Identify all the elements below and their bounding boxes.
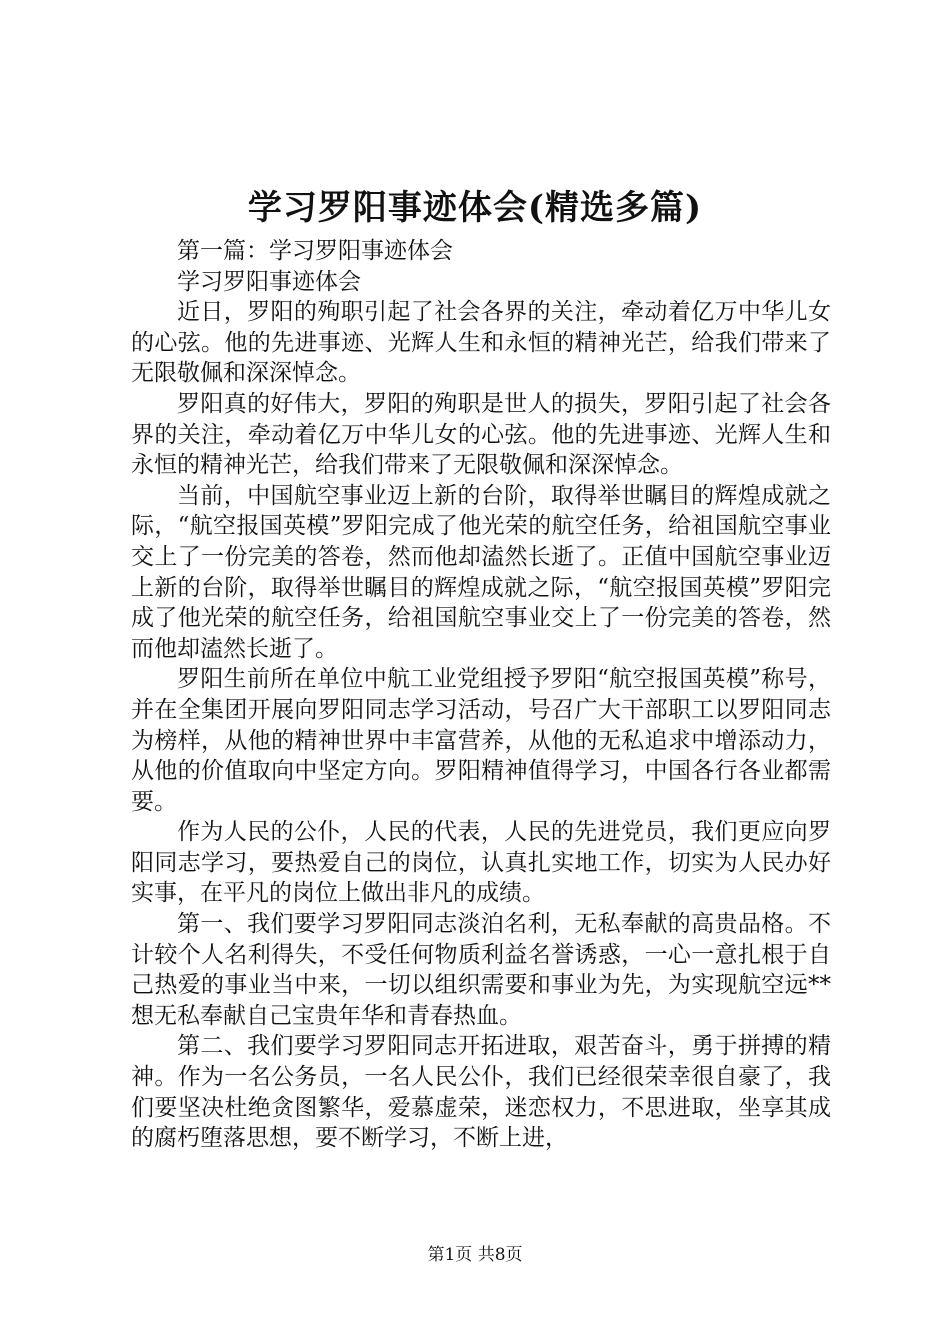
paragraph: 罗阳生前所在单位中航工业党组授予罗阳“航空报国英模”称号，并在全集团开展向罗阳同志学习活动，号召广大干部职工以罗阳同志为榜样，从他的精神世界中丰富营养，从他的无私追求中增添动力，从他的价值取向中坚定方向。罗阳精神值得学习，中国各行各业都需要。 — [131, 666, 831, 815]
section-heading: 第一篇：学习罗阳事迹体会 — [177, 238, 453, 264]
page-number: 第1页 共8页 — [427, 1245, 523, 1265]
paragraph: 作为人民的公仆，人民的代表，人民的先进党员，我们更应向罗阳同志学习，要热爱自己的岗位，认真扎实地工作，切实为人民办好实事，在平凡的岗位上做出非凡的成绩。 — [131, 819, 831, 907]
subheading: 学习罗阳事迹体会 — [177, 268, 361, 295]
paragraph: 第一、我们要学习罗阳同志淡泊名利，无私奉献的高贵品格。不计较个人名利得失，不受任何物质利益名誉诱惑，一心一意扎根于自己热爱的事业当中来，一切以组织需要和事业为先，为实现航空远**想无私奉献自己宝贵年华和青春热血。 — [131, 911, 831, 1029]
paragraph: 近日，罗阳的殉职引起了社会各界的关注，牵动着亿万中华儿女的心弦。他的先进事迹、光辉人生和永恒的精神光芒，给我们带来了无限敬佩和深深悼念。 — [131, 299, 831, 387]
paragraph: 罗阳真的好伟大，罗阳的殉职是世人的损失，罗阳引起了社会各界的关注，牵动着亿万中华儿女的心弦。他的先进事迹、光辉人生和永恒的精神光芒，给我们带来了无限敬佩和深深悼念。 — [131, 390, 831, 479]
paragraph: 第二、我们要学习罗阳同志开拓进取，艰苦奋斗，勇于拼搏的精神。作为一名公务员，一名人民公仆，我们已经很荣幸很自豪了，我们要坚决杜绝贪图繁华，爱慕虚荣，迷恋权力，不思进取，坐享其成的腐朽堕落思想，要不断学习，不断上进， — [131, 1033, 831, 1152]
document-title: 学习罗阳事迹体会(精选多篇) — [247, 188, 703, 228]
paragraph: 当前，中国航空事业迈上新的台阶，取得举世瞩目的辉煌成就之际，“航空报国英模”罗阳完成了他光荣的航空任务，给祖国航空事业交上了一份完美的答卷，然而他却溘然长逝了。正值中国航空事业迈上新的台阶，取得举世瞩目的辉煌成就之际，“航空报国英模”罗阳完成了他光荣的航空任务，给祖国航空事业交上了一份完美的答卷，然而他却溘然长逝了。 — [131, 482, 831, 662]
document-body — [131, 236, 831, 1154]
